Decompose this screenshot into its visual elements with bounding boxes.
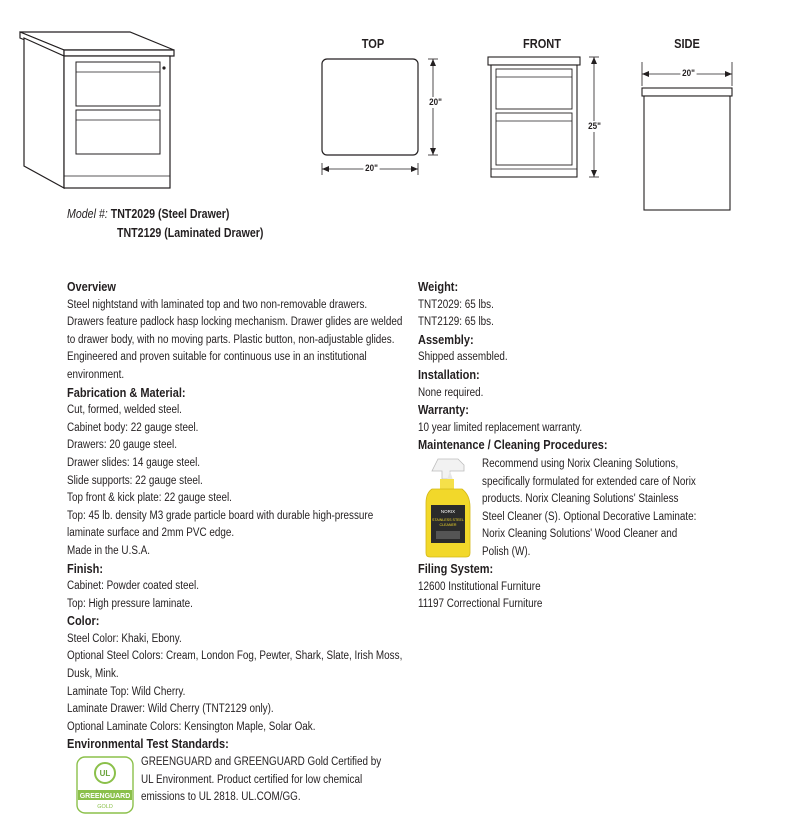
fabrication-heading: Fabrication & Material:: [67, 385, 186, 400]
overview-line: Steel nightstand with laminated top and two non-removable drawers.: [67, 298, 368, 311]
model-line-1: [67, 207, 229, 221]
environmental-line: emissions to UL 2818. UL.COM/GG.: [141, 791, 301, 804]
maintenance-line: products. Norix Cleaning Solutions' Stainless: [482, 493, 679, 506]
environmental-line: GREENGUARD and GREENGUARD Gold Certified by: [141, 756, 382, 768]
side-width-dimension: 20": [682, 68, 695, 79]
right-column: [418, 279, 633, 455]
view-label-side: SIDE: [674, 36, 700, 51]
filing-heading: Filing System:: [418, 562, 494, 576]
overview-line: environment.: [67, 368, 125, 381]
filing-section: [418, 561, 563, 614]
color-line: Laminate Top: Wild Cherry.: [67, 685, 186, 698]
fabrication-line: laminate surface and 2mm PVC edge.: [67, 527, 235, 540]
maintenance-heading: Maintenance / Cleaning Procedures:: [418, 438, 608, 453]
model-number-steel: TNT2029 (Steel Drawer): [110, 207, 230, 221]
fabrication-line: Slide supports: 22 gauge steel.: [67, 474, 203, 487]
maintenance-line: Recommend using Norix Cleaning Solutions,: [482, 458, 679, 470]
cleaner-bottle-image: [420, 455, 478, 559]
nightstand-illustration: [14, 26, 184, 192]
maintenance-line: Steel Cleaner (S). Optional Decorative Laminate:: [482, 510, 697, 523]
overview-line: to drawer body, with no moving parts. Plastic button, non-adjustable glides.: [67, 333, 395, 346]
overview-line: Engineered and proven suitable for continuous use in an institutional: [67, 351, 367, 364]
filing-line: 11197 Correctional Furniture: [418, 598, 543, 611]
fabrication-line: Top front & kick plate: 22 gauge steel.: [67, 492, 232, 505]
color-heading: Color:: [67, 614, 100, 629]
top-depth-dimension: 20": [429, 97, 442, 108]
color-line: Optional Laminate Colors: Kensington Maple, Solar Oak.: [67, 720, 316, 733]
overview-line: Drawers feature padlock hasp locking mechanism. Drawer glides are welded: [67, 316, 403, 329]
fabrication-line: Drawer slides: 14 gauge steel.: [67, 456, 201, 469]
color-line: Optional Steel Colors: Cream, London Fog, Pewter, Shark, Slate, Irish Moss,: [67, 650, 403, 663]
finish-heading: Finish:: [67, 561, 104, 576]
finish-line: Top: High pressure laminate.: [67, 597, 193, 610]
front-height-dimension: 25": [588, 121, 601, 132]
top-view-drawing: [318, 56, 446, 186]
color-line: Laminate Drawer: Wild Cherry (TNT2129 only).: [67, 703, 274, 716]
installation-line: None required.: [418, 386, 484, 399]
filing-line: 12600 Institutional Furniture: [418, 580, 541, 593]
environmental-heading: Environmental Test Standards:: [67, 737, 229, 752]
view-label-front: FRONT: [522, 36, 562, 51]
weight-line: TNT2129: 65 lbs.: [418, 316, 494, 329]
svg-text:GOLD: GOLD: [97, 804, 113, 810]
warranty-heading: Warranty:: [418, 403, 469, 418]
weight-heading: Weight:: [418, 280, 459, 294]
view-label-top: TOP: [361, 36, 385, 51]
fabrication-line: Cabinet body: 22 gauge steel.: [67, 421, 199, 434]
side-view-drawing: [638, 58, 738, 214]
svg-text:GREENGUARD: GREENGUARD: [79, 793, 131, 800]
front-view-drawing: [486, 55, 606, 185]
overview-heading: Overview: [67, 280, 116, 294]
model-number-laminated: TNT2129 (Laminated Drawer): [117, 226, 264, 240]
color-line: Dusk, Mink.: [67, 668, 119, 681]
finish-line: Cabinet: Powder coated steel.: [67, 580, 199, 593]
weight-line: TNT2029: 65 lbs.: [418, 298, 494, 311]
environmental-text: [141, 754, 420, 807]
fabrication-line: Cut, formed, welded steel.: [67, 404, 182, 417]
warranty-line: 10 year limited replacement warranty.: [418, 421, 583, 434]
maintenance-text: [482, 456, 731, 562]
environmental-line: UL Environment. Product certified for low chemical: [141, 773, 363, 786]
installation-heading: Installation:: [418, 367, 480, 382]
greenguard-gold-logo: [76, 756, 134, 814]
svg-text:NORIX: NORIX: [440, 509, 456, 514]
color-line: Steel Color: Khaki, Ebony.: [67, 632, 182, 645]
maintenance-line: Polish (W).: [482, 545, 531, 558]
maintenance-line: Norix Cleaning Solutions' Wood Cleaner and: [482, 528, 678, 541]
assembly-line: Shipped assembled.: [418, 351, 508, 364]
svg-text:STAINLESS STEEL: STAINLESS STEEL: [432, 518, 464, 522]
fabrication-line: Top: 45 lb. density M3 grade particle board with durable high-pressure: [67, 509, 374, 522]
assembly-heading: Assembly:: [418, 332, 474, 347]
model-prefix: Model #:: [67, 207, 108, 221]
top-width-dimension: 20": [365, 163, 378, 174]
left-column: [67, 279, 457, 754]
fabrication-line: Drawers: 20 gauge steel.: [67, 439, 177, 452]
maintenance-line: specifically formulated for extended care of Norix: [482, 475, 696, 488]
svg-text:CLEANER: CLEANER: [439, 523, 457, 527]
fabrication-line: Made in the U.S.A.: [67, 544, 151, 557]
svg-text:UL: UL: [99, 769, 111, 778]
